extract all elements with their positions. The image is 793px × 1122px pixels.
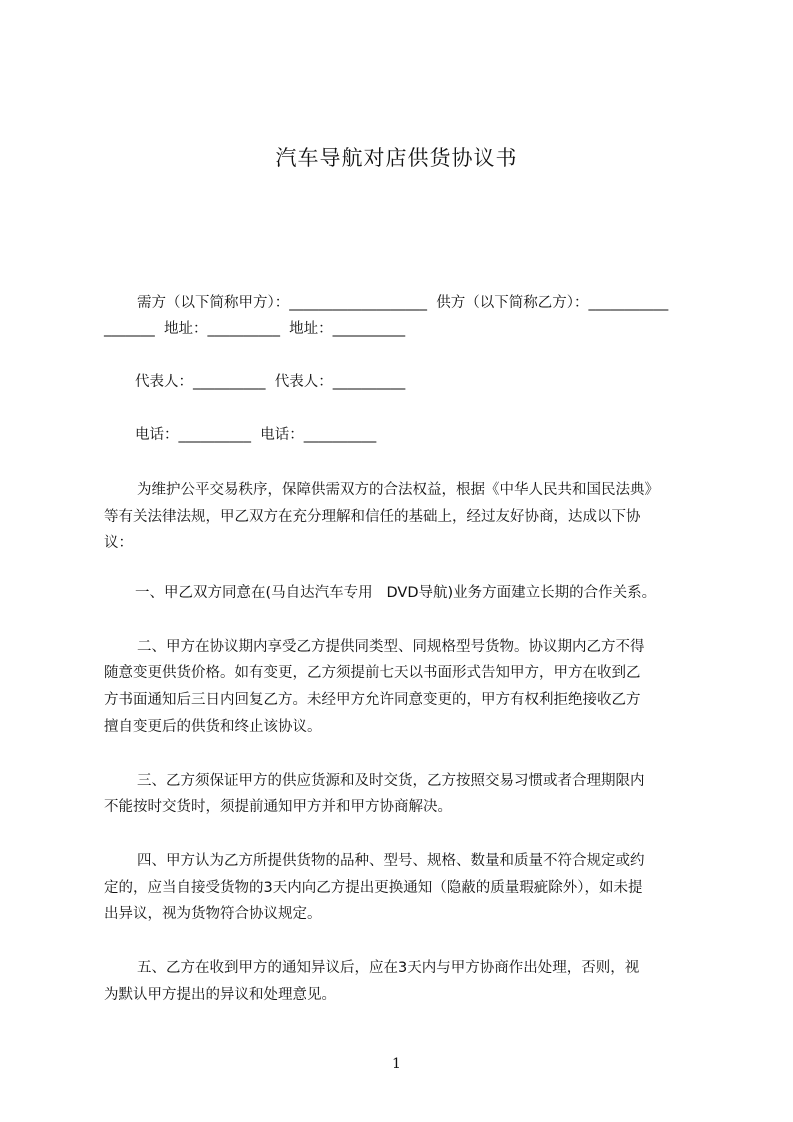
representative-line: 代表人：__________ 代表人：__________ xyxy=(135,374,406,390)
clause-2-line: 随意变更供货价格。如有变更，乙方须提前七天以书面形式告知甲方，甲方在收到乙 xyxy=(104,665,641,681)
clause-2-line: 擅自变更后的供货和终止该协议。 xyxy=(104,719,322,735)
phone-line: 电话：__________ 电话：__________ xyxy=(135,427,377,443)
preamble-line: 等有关法律法规，甲乙双方在充分理解和信任的基础上，经过友好协商，达成以下协 xyxy=(104,509,641,525)
clause-3-line: 三、乙方须保证甲方的供应货源和及时交货，乙方按照交易习惯或者合理期限内 xyxy=(137,773,645,789)
clause-1-line: 一、甲乙双方同意在(马自达汽车专用 DVD导航)业务方面建立长期的合作关系。 xyxy=(135,585,657,601)
parties-line-2: _______ 地址：__________ 地址：__________ xyxy=(104,321,406,337)
clause-5-line: 五、乙方在收到甲方的通知异议后，应在3天内与甲方协商作出处理，否则，视 xyxy=(137,960,640,976)
clause-4-line: 出异议，视为货物符合协议规定。 xyxy=(104,906,322,922)
page-number: 1 xyxy=(392,1056,401,1072)
clause-2-line: 二、甲方在协议期内享受乙方提供同类型、同规格型号货物。协议期内乙方不得 xyxy=(137,639,645,655)
parties-line-1: 需方（以下简称甲方）：___________________ 供方（以下简称乙方）：___________ xyxy=(137,295,669,311)
clause-3-line: 不能按时交货时，须提前通知甲方并和甲方协商解决。 xyxy=(104,799,452,815)
preamble-line: 为维护公平交易秩序，保障供需双方的合法权益，根据《中华人民共和国民法典》 xyxy=(137,482,659,498)
preamble-line: 议： xyxy=(104,535,133,551)
clause-5-line: 为默认甲方提出的异议和处理意见。 xyxy=(104,987,336,1003)
clause-4-line: 四、甲方认为乙方所提供货物的品种、型号、规格、数量和质量不符合规定或约 xyxy=(137,853,645,869)
clause-4-line: 定的，应当自接受货物的3天内向乙方提出更换通知（隐蔽的质量瑕疵除外），如未提 xyxy=(104,880,643,896)
clause-2-line: 方书面通知后三日内回复乙方。未经甲方允许同意变更的，甲方有权利拒绝接收乙方 xyxy=(104,692,641,708)
document-title: 汽车导航对店供货协议书 xyxy=(275,146,518,170)
